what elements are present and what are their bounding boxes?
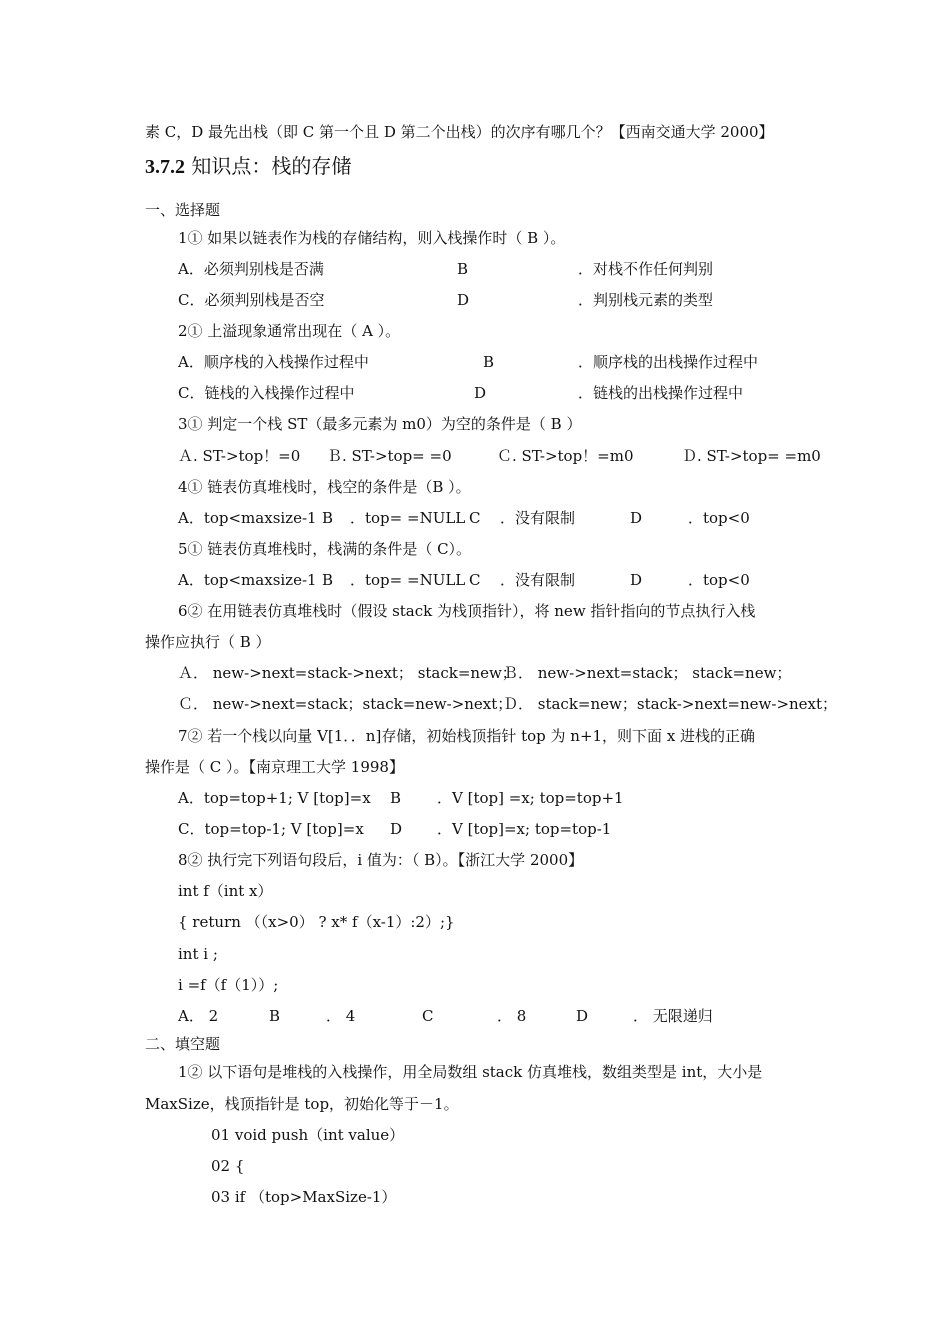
question-stem-continued: MaxSize，栈顶指针是 top，初始化等于－1。 [145, 1095, 459, 1113]
option-text: C．链栈的入栈操作过程中 [178, 384, 355, 402]
option-letter: B [269, 1007, 281, 1025]
option-text: Ｄ． stack=new；stack->next=new->next； [503, 695, 838, 713]
option-text: Ａ． new->next=stack->next； stack=new； [178, 664, 517, 682]
option-text: ． 8 [497, 1007, 527, 1025]
option-letter: B [483, 353, 495, 371]
code-line: 02 { [211, 1157, 245, 1175]
option-text: ．没有限制 [500, 509, 576, 527]
option-text: C．必须判别栈是否空 [178, 291, 325, 309]
question-stem-continued: 操作是（ C ）。【南京理工大学 1998】 [145, 758, 404, 776]
code-line: int f（int x） [178, 882, 273, 900]
part2-title: 二、填空题 [145, 1035, 221, 1053]
intro-line: 素 C，D 最先出栈（即 C 第一个且 D 第二个出栈）的次序有哪几个？【西南交通大学 2000】 [145, 123, 774, 141]
question-stem: 2① 上溢现象通常出现在（ A ）。 [178, 322, 401, 340]
option-text: ．对栈不作任何判别 [578, 260, 714, 278]
option-letter: B [457, 260, 469, 278]
code-line: { return （（x>0） ? x* f（x-1）:2）;} [178, 913, 455, 931]
option-text: A．顺序栈的入栈操作过程中 [178, 353, 369, 371]
option-letter: D [576, 1007, 589, 1025]
section-heading [145, 153, 351, 180]
option-text: A．top<maxsize-1 [178, 571, 317, 589]
option-letter: B [322, 509, 334, 527]
option-text: ．V [top] =x; top=top+1 [437, 789, 624, 807]
option-text: A． 2 [178, 1007, 219, 1025]
option-letter: C [422, 1007, 434, 1025]
option-letter: C [469, 509, 481, 527]
option-text: Ｄ. ST->top= =m0 [682, 447, 821, 465]
option-letter: D [630, 571, 643, 589]
question-stem-continued: 操作应执行（ B ） [145, 633, 271, 651]
option-text: ．没有限制 [500, 571, 576, 589]
option-text: ．V [top]=x; top=top-1 [437, 820, 612, 838]
option-text: ．top= =NULL [350, 509, 466, 527]
option-text: ．top<0 [688, 571, 750, 589]
question-stem: 7② 若一个栈以向量 V[1．．n]存储，初始栈顶指针 top 为 n+1，则下面 x 进栈的正确 [178, 727, 756, 745]
code-line: 03 if （top>MaxSize-1） [211, 1188, 397, 1206]
option-letter: D [630, 509, 643, 527]
option-letter: B [322, 571, 334, 589]
option-text: ． 无限递归 [633, 1007, 713, 1025]
option-text: ．顺序栈的出栈操作过程中 [578, 353, 759, 371]
section-title: 知识点：栈的存储 [191, 154, 352, 178]
option-text: C．top=top-1; V [top]=x [178, 820, 364, 838]
option-text: A．必须判别栈是否满 [178, 260, 324, 278]
section-number: 3.7.2 [145, 156, 185, 178]
question-stem: 4① 链表仿真堆栈时，栈空的条件是（B ）。 [178, 478, 471, 496]
option-text: Ｂ． new->next=stack； stack=new； [503, 664, 792, 682]
option-text: Ａ. ST->top！=0 [178, 447, 301, 465]
code-line: i =f（f（1））; [178, 976, 279, 994]
option-text: Ｃ. ST->top！=m0 [497, 447, 634, 465]
option-text: ．top<0 [688, 509, 750, 527]
option-letter: D [474, 384, 487, 402]
question-stem: 3① 判定一个栈 ST（最多元素为 m0）为空的条件是（ B ） [178, 415, 582, 433]
option-letter: B [390, 789, 402, 807]
option-text: ．判别栈元素的类型 [578, 291, 714, 309]
option-letter: D [390, 820, 403, 838]
option-letter: D [457, 291, 470, 309]
code-line: int i ; [178, 945, 218, 963]
option-text: A．top=top+1; V [top]=x [178, 789, 371, 807]
option-letter: C [469, 571, 481, 589]
question-stem: 1① 如果以链表作为栈的存储结构，则入栈操作时（ B ）。 [178, 229, 566, 247]
part1-title: 一、选择题 [145, 201, 221, 219]
option-text: A．top<maxsize-1 [178, 509, 317, 527]
question-stem: 5① 链表仿真堆栈时，栈满的条件是（ C）。 [178, 540, 472, 558]
option-text: Ｃ． new->next=stack；stack=new->next； [178, 695, 513, 713]
option-text: ． 4 [326, 1007, 356, 1025]
question-stem: 8② 执行完下列语句段后，i 值为：（ B）。【浙江大学 2000】 [178, 851, 584, 869]
option-text: ．top= =NULL [350, 571, 466, 589]
question-stem: 1② 以下语句是堆栈的入栈操作，用全局数组 stack 仿真堆栈，数组类型是 int，大小是 [178, 1063, 763, 1081]
option-text: ．链栈的出栈操作过程中 [578, 384, 744, 402]
option-text: Ｂ. ST->top= =0 [327, 447, 452, 465]
code-line: 01 void push（int value） [211, 1126, 405, 1144]
question-stem: 6② 在用链表仿真堆栈时（假设 stack 为栈顶指针），将 new 指针指向的节点执行入栈 [178, 602, 756, 620]
